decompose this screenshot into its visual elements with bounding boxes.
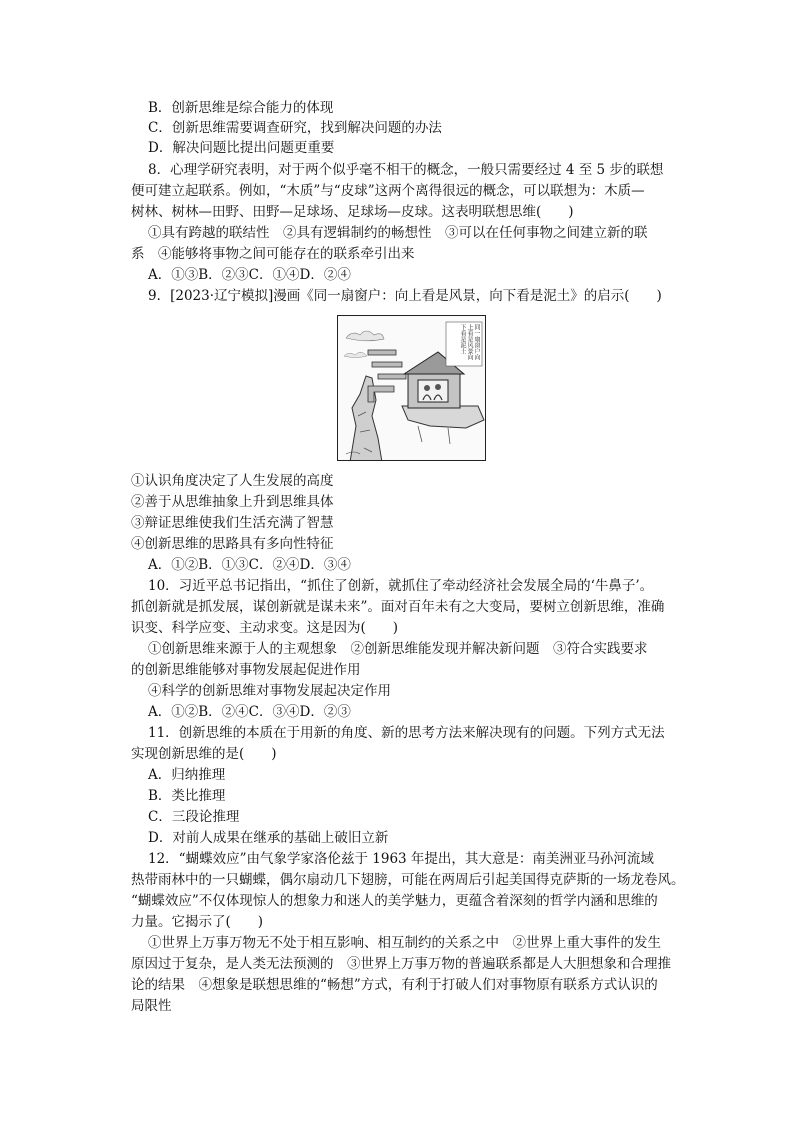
q10-options-line2: 的创新思维能够对事物发展起促进作用 <box>131 662 361 678</box>
q10-options-line3: ④科学的创新思维对事物发展起决定作用 <box>148 683 391 699</box>
q8-stem-line2: 便可建立起联系。例如，“木质”与“皮球”这两个离得很远的概念，可以联想为：木质— <box>131 183 645 199</box>
q10-stem-line1: 10．习近平总书记指出，“抓住了创新，就抓住了牵动经济社会发展全局的‘牛鼻子’。 <box>148 578 654 594</box>
q11-option-b: B．类比推理 <box>148 788 226 804</box>
q10-stem-line2: 抓创新就是抓发展，谋创新就是谋未来”。面对百年未有之大变局，要树立创新思维，准确 <box>131 599 665 615</box>
cartoon-image <box>337 315 486 461</box>
q12-stem-line2: 热带雨林中的一只蝴蝶，偶尔扇动几下翅膀，可能在两周后引起美国得克萨斯的一场龙卷风。 <box>131 872 685 888</box>
q8-stem-line1: 8．心理学研究表明，对于两个似乎毫不相干的概念，一般只需要经过 4 至 5 步的联想 <box>148 162 664 178</box>
q9-item-3: ③辩证思维使我们生活充满了智慧 <box>131 515 334 531</box>
q9-item-2: ②善于从思维抽象上升到思维具体 <box>131 494 334 510</box>
q12-stem-line4: 力量。它揭示了( ) <box>131 914 264 930</box>
q12-stem-line3: “蝴蝶效应”不仅体现惊人的想象力和迷人的美学魅力，更蕴含着深刻的哲学内涵和思维的 <box>131 893 658 909</box>
q12-options-line2: 原因过于复杂，是人类无法预测的 ③世界上万事万物的普遍联系都是人大胆想象和合理推 <box>131 956 671 972</box>
q9-answers: A．①②B．①③C．②④D．③④ <box>148 557 351 573</box>
q8-options-line1: ①具有跨越的联结性 ②具有逻辑制约的畅想性 ③可以在任何事物之间建立新的联 <box>148 225 648 241</box>
q11-option-d: D．对前人成果在继承的基础上破旧立新 <box>148 830 389 846</box>
q7-option-d: D．解决问题比提出问题更重要 <box>148 140 335 156</box>
q11-option-c: C．三段论推理 <box>148 809 240 825</box>
q12-stem-line1: 12．“蝴蝶效应”由气象学家洛伦兹于 1963 年提出，其大意是：南美洲亚马孙河流域 <box>148 851 654 867</box>
q11-option-a: A．归纳推理 <box>148 767 226 783</box>
q12-options-line1: ①世界上万事万物无不处于相互影响、相互制约的关系之中 ②世界上重大事件的发生 <box>148 935 661 951</box>
q10-options-line1: ①创新思维来源于人的主观想象 ②创新思维能发现并解决新问题 ③符合实践要求 <box>148 641 648 657</box>
q8-answers: A．①③B．②③C．①④D．②④ <box>148 267 351 283</box>
q11-stem-line2: 实现创新思维的是( ) <box>131 746 277 762</box>
q9-item-1: ①认识角度决定了人生发展的高度 <box>131 473 334 489</box>
q7-option-b: B．创新思维是综合能力的体现 <box>148 100 334 116</box>
q10-answers: A．①②B．②④C．③④D．②③ <box>148 704 351 720</box>
q8-stem-line3: 树林、树林—田野、田野—足球场、足球场—皮球。这表明联想思维( ) <box>131 204 574 220</box>
q10-stem-line3: 识变、科学应变、主动求变。这是因为( ) <box>131 620 399 636</box>
cartoon-caption: 同一扇窗户向上看是风景向下看是泥土 <box>459 324 480 360</box>
q9-item-4: ④创新思维的思路具有多向性特征 <box>131 536 334 552</box>
q8-options-line2: 系 ④能够将事物之间可能存在的联系牵引出来 <box>131 246 415 262</box>
q7-option-c: C．创新思维需要调查研究，找到解决问题的办法 <box>148 120 442 136</box>
q12-options-line4: 局限性 <box>131 998 172 1014</box>
q11-stem-line1: 11．创新思维的本质在于用新的角度、新的思考方法来解决现有的问题。下列方式无法 <box>148 725 665 741</box>
q12-options-line3: 论的结果 ④想象是联想思维的“畅想”方式，有利于打破人们对事物原有联系方式认识的 <box>131 977 658 993</box>
q9-stem: 9．[2023·辽宁模拟]漫画《同一扇窗户：向上看是风景，向下看是泥土》的启示( ) <box>148 288 662 304</box>
